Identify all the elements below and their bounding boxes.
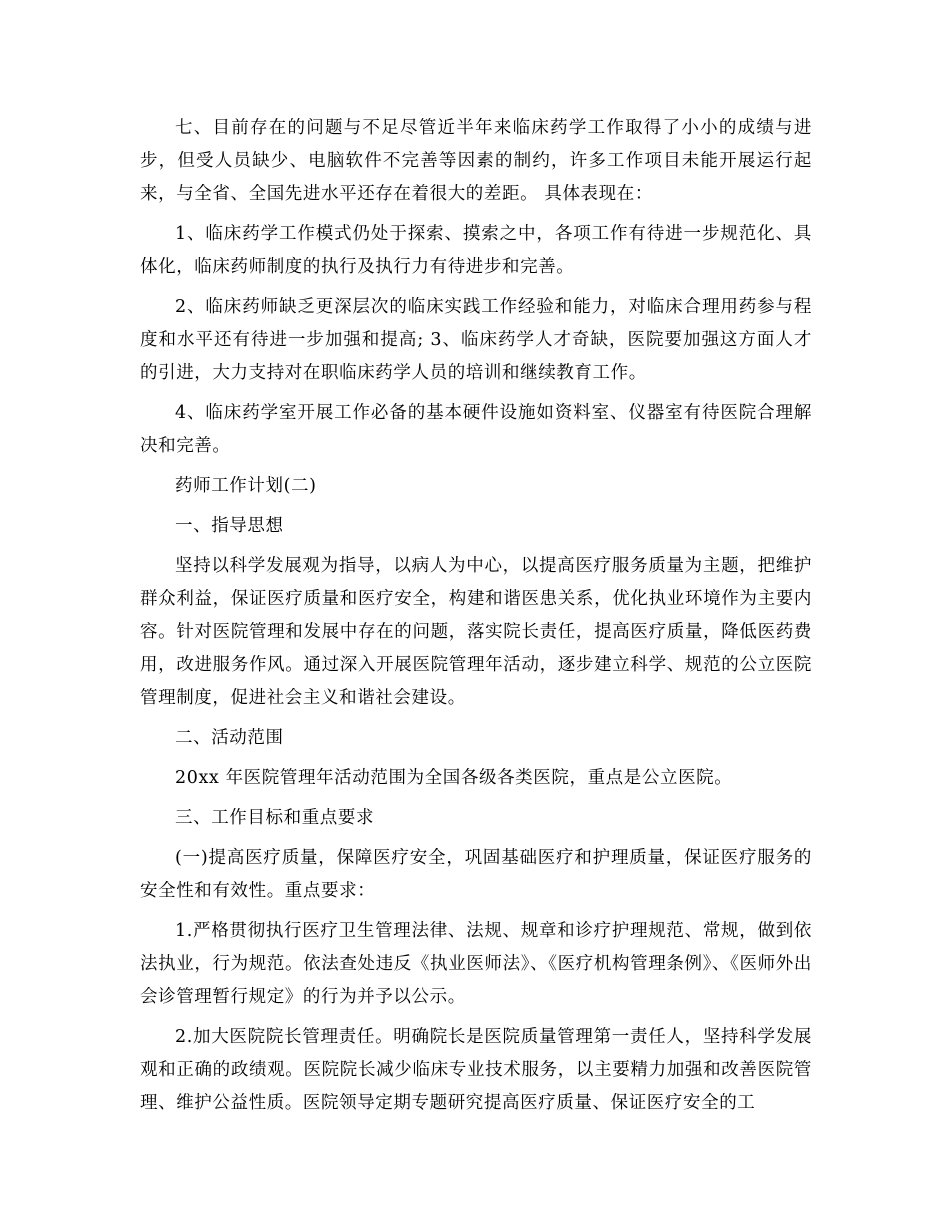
heading-guiding-ideology: 一、指导思想 [175, 516, 284, 536]
paragraph-activity-scope: 20xx 年医院管理年活动范围为全国各级各类医院，重点是公立医院。 [175, 768, 733, 788]
heading-goals-requirements: 三、工作目标和重点要求 [175, 808, 375, 828]
paragraph-goal-one: (一)提高医疗质量，保障医疗安全，巩固基础医疗和护理质量，保证医疗服务的安全性和有效性。重点要求： [140, 848, 812, 901]
paragraph-problems-intro: 七、目前存在的问题与不足尽管近半年来临床药学工作取得了小小的成绩与进步，但受人员缺少、电脑软件不完善等因素的制约，许多工作项目未能开展运行起来，与全省、全国先进水平还存在着很大的差距。 具体表现在： [140, 118, 812, 204]
paragraph-requirement-2: 2.加大医院院长管理责任。明确院长是医院质量管理第一责任人，坚持科学发展观和正确的政绩观。医院院长减少临床专业技术服务，以主要精力加强和改善医院管理、维护公益性质。医院领导定期专题研究提高医疗质量、保证医疗安全的工 [140, 1027, 812, 1113]
paragraph-guiding-ideology: 坚持以科学发展观为指导，以病人为中心，以提高医疗服务质量为主题，把维护群众利益，保证医疗质量和医疗安全，构建和谐医患关系，优化执业环境作为主要内容。针对医院管理和发展中存在的问题，落实院长责任，提高医疗质量，降低医药费用，改进服务作风。通过深入开展医院管理年活动，逐步建立科学、规范的公立医院管理制度，促进社会主义和谐社会建设。 [140, 556, 812, 708]
paragraph-item-2-3: 2、临床药师缺乏更深层次的临床实践工作经验和能力，对临床合理用药参与程度和水平还有待进一步加强和提高; 3、临床药学人才奇缺，医院要加强这方面人才的引进，大力支持对在职临床药学人员的培训和继续教育工作。 [140, 297, 812, 383]
heading-activity-scope: 二、活动范围 [175, 728, 284, 748]
paragraph-requirement-1: 1.严格贯彻执行医疗卫生管理法律、法规、规章和诊疗护理规范、常规，做到依法执业，行为规范。依法查处违反《执业医师法》、《医疗机构管理条例》、《医师外出会诊管理暂行规定》的行为并予以公示。 [140, 921, 812, 1007]
section-title-plan-two: 药师工作计划(二) [175, 476, 317, 496]
paragraph-item-1: 1、临床药学工作模式仍处于探索、摸索之中，各项工作有待进一步规范化、具体化，临床药师制度的执行及执行力有待进步和完善。 [140, 224, 812, 277]
paragraph-item-4: 4、临床药学室开展工作必备的基本硬件设施如资料室、仪器室有待医院合理解决和完善。 [140, 403, 812, 456]
document-body [140, 112, 812, 1120]
